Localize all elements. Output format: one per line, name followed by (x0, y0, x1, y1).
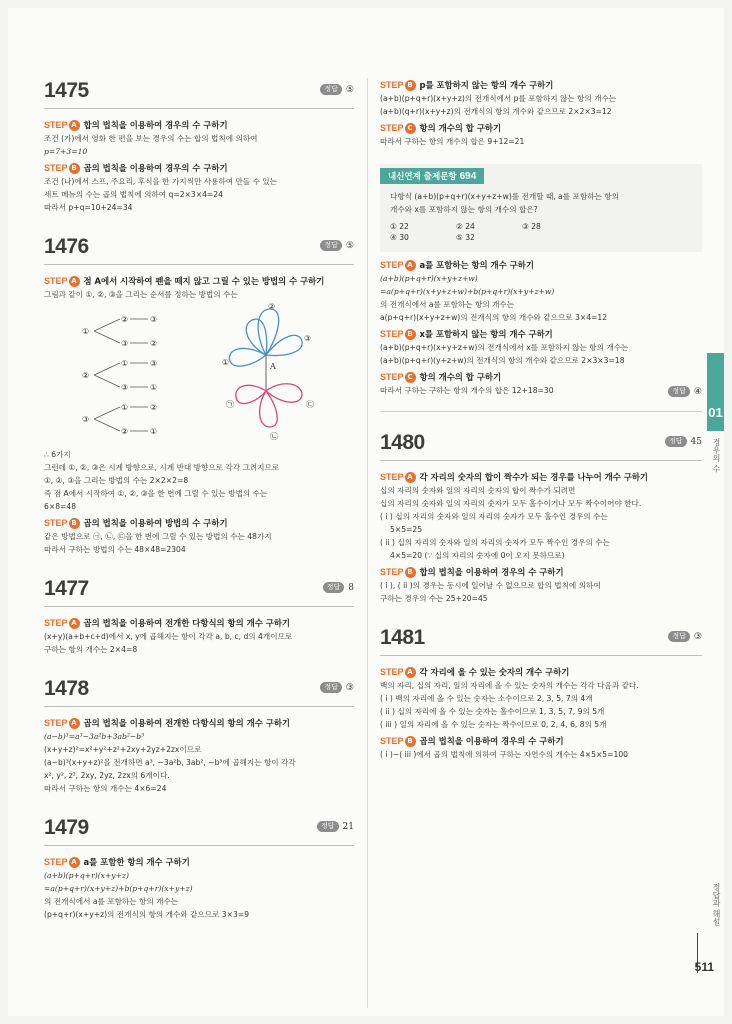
question-line: 개수와 x를 포함하지 않는 항의 개수의 합은? (390, 205, 538, 214)
step-title: a를 포함한 항의 개수 구하기 (83, 857, 190, 867)
choice: ② 24 (456, 222, 475, 231)
step-b-heading (380, 78, 702, 92)
step-a-heading (44, 274, 354, 288)
step-a-heading (44, 855, 354, 869)
solution-line: (a+b)(p+q+r)(x+y+z+w)의 전개식에서 x를 포함하지 않는 항의 개수는 (380, 343, 629, 352)
answer (320, 682, 354, 693)
step-title: 항의 개수의 합 구하기 (419, 123, 502, 133)
step-label: STEP (44, 618, 68, 628)
answer-badge: 정답 (668, 386, 690, 397)
step-b-heading (380, 565, 702, 579)
step-a-heading (44, 716, 354, 730)
solution-line: 백의 자리, 십의 자리, 일의 자리에 올 수 있는 숫자의 개수는 각각 다음과 같다. (380, 681, 639, 690)
step-letter: B (69, 163, 80, 174)
linked-problem-number: 694 (459, 171, 477, 182)
step-letter: A (69, 857, 80, 868)
solution-line: (a+b)(p+q+r)(x+y+z)의 전개식에서 p를 포함하지 않는 항의 개수는 (380, 94, 617, 103)
step-label: STEP (44, 857, 68, 867)
step-b-heading (44, 516, 354, 530)
tree-node: ② (150, 403, 158, 412)
tree-node: ③ (121, 339, 129, 348)
problem-number: 1477 (44, 577, 89, 600)
tree-root: ② (82, 371, 90, 380)
solution-line: 구하는 경우의 수는 25+20=45 (380, 594, 488, 603)
answer-choices (390, 222, 692, 242)
step-b-heading (380, 734, 702, 748)
solution-line: p=7+3=10 (44, 147, 88, 156)
answer (317, 821, 354, 832)
step-letter: A (69, 120, 80, 131)
petal-label: ㉠ (226, 400, 234, 409)
tree-node: ② (121, 315, 129, 324)
step-label: STEP (380, 472, 404, 482)
chapter-number: 01 (708, 405, 723, 420)
step-title: 곱의 법칙을 이용하여 전개한 다항식의 항의 개수 구하기 (83, 718, 290, 728)
answer-badge: 정답 (323, 582, 345, 593)
step-title: 점 A에서 시작하여 펜을 떼지 않고 그릴 수 있는 방법의 수 구하기 (83, 276, 325, 286)
step-label: STEP (380, 567, 404, 577)
problem-number: 1481 (380, 626, 425, 649)
answer-badge: 정답 (320, 240, 342, 251)
answer (323, 582, 354, 593)
tree-node: ② (150, 339, 158, 348)
problem-number: 1478 (44, 677, 89, 700)
petal-label: ㉢ (306, 400, 314, 409)
solution-line: =a(p+q+r)(x+y+z)+b(p+q+r)(x+y+z) (44, 884, 193, 893)
tree-root: ① (82, 327, 90, 336)
section-label: 정답과 해설 (712, 883, 721, 926)
solution-line: 그림과 같이 ①, ②, ③을 그리는 순서를 정하는 방법의 수는 (44, 290, 238, 299)
solution-line: 따라서 구하는 구하는 항의 개수의 합은 12+18=30 (380, 386, 554, 395)
step-label: STEP (44, 120, 68, 130)
answer-value: ⑤ (345, 240, 354, 251)
step-label: STEP (44, 518, 68, 528)
step-b-heading (44, 161, 354, 175)
page (8, 8, 724, 1016)
step-label: STEP (44, 163, 68, 173)
step-title: 곱의 법칙을 이용하여 경우의 수 구하기 (83, 163, 228, 173)
petal-label: ③ (304, 334, 312, 343)
solution-line: 따라서 p+q=10+24=34 (44, 203, 133, 212)
step-label: STEP (380, 667, 404, 677)
solution-line: 즉 점 A에서 시작하여 ①, ②, ③을 한 번에 그릴 수 있는 방법의 수는 (44, 489, 268, 498)
step-letter: B (69, 518, 80, 529)
divider (44, 264, 354, 265)
choice: ① 22 (390, 222, 409, 231)
chapter-title: 경우의 수 (712, 438, 721, 473)
step-label: STEP (380, 80, 404, 90)
step-letter: A (405, 667, 416, 678)
problem-1476 (44, 234, 354, 556)
answer-value: 8 (348, 582, 354, 593)
solution-line: 6×8=48 (44, 502, 77, 511)
step-title: 곱의 법칙을 이용하여 방법의 수 구하기 (83, 518, 228, 528)
solution-line: 따라서 구하는 방법의 수는 48×48=2304 (44, 545, 186, 554)
solution-line: ( i ) 백의 자리에 올 수 있는 숫자는 소수이므로 2, 3, 5, 7의 4개 (380, 694, 593, 703)
choice: ④ 30 (390, 233, 409, 242)
petal-2 (258, 309, 279, 355)
solution-line: 조건 (가)에서 영화 한 편을 보는 경우의 수는 합의 법칙에 의하여 (44, 134, 258, 143)
question-line: 다항식 (a+b)(p+q+r)(x+y+z+w)를 전개할 때, a를 포함하는 항의 (390, 192, 619, 201)
petal-label: ② (268, 303, 276, 311)
solution-line: (x+y+z)²=x²+y²+z²+2xy+2yz+2zx이므로 (44, 745, 202, 754)
step-letter: A (405, 260, 416, 271)
step-title: 곱의 법칙을 이용하여 경우의 수 구하기 (419, 736, 564, 746)
problem-1481 (380, 625, 702, 761)
solution-line: ( iii ) 일의 자리에 올 수 있는 숫자는 짝수이므로 0, 2, 4, 6, 8의 5개 (380, 720, 607, 729)
solution-line: ( i )~( iii )에서 곱의 법칙에 의하여 구하는 자연수의 개수는 4×5×5=100 (380, 750, 628, 759)
column-divider (367, 78, 368, 1008)
step-title: 합의 법칙을 이용하여 경우의 수 구하기 (419, 567, 564, 577)
answer-value: 21 (342, 821, 354, 832)
step-a-heading (380, 258, 702, 272)
step-title: a를 포함하는 항의 개수 구하기 (419, 260, 534, 270)
solution-line: 5×5=25 (390, 525, 423, 534)
solution-line: 조건 (나)에서 스프, 주요리, 후식을 한 가지씩만 사용하여 만들 수 있는 (44, 177, 277, 186)
answer-badge: 정답 (317, 821, 339, 832)
problem-1480 (380, 430, 702, 605)
petal-label: ㉡ (270, 432, 278, 441)
answer-value: ④ (693, 386, 702, 397)
chapter-tab (707, 353, 724, 431)
point-a-label: A (270, 362, 276, 371)
solution-line: 십의 자리의 숫자와 일의 자리의 숫자의 합이 짝수가 되려면 (380, 486, 576, 495)
step-title: 각 자리에 올 수 있는 숫자의 개수 구하기 (419, 667, 570, 677)
divider (44, 108, 354, 109)
step-title: 합의 법칙을 이용하여 경우의 수 구하기 (83, 120, 228, 130)
problem-1479 (44, 815, 354, 921)
step-a-heading (44, 616, 354, 630)
divider (44, 845, 354, 846)
solution-line: ( ii ) 십의 자리의 숫자와 일의 자리의 숫자가 모두 짝수인 경우의 수는 (380, 538, 610, 547)
step-c-heading (380, 121, 702, 135)
step-label: STEP (44, 276, 68, 286)
choice: ③ 28 (522, 222, 541, 231)
step-letter: A (69, 718, 80, 729)
step-c-heading (380, 370, 702, 384)
petal-label: ① (222, 358, 230, 367)
step-letter: B (405, 736, 416, 747)
step-a-heading (380, 665, 702, 679)
tree-node: ① (150, 383, 158, 392)
solution-line: ①, ②, ③을 그리는 방법의 수는 2×2×2=8 (44, 476, 189, 485)
linked-problem-header (380, 168, 484, 184)
step-title: 곱의 법칙을 이용하여 전개한 다항식의 항의 개수 구하기 (83, 618, 290, 628)
solution-line: (a−b)³=a³−3a²b+3ab²−b³ (44, 732, 145, 741)
section-divider (380, 411, 702, 412)
problem-1477 (44, 576, 354, 656)
problem-number: 1479 (44, 816, 89, 839)
step-label: STEP (380, 329, 404, 339)
divider (380, 655, 702, 656)
divider (44, 706, 354, 707)
answer-badge: 정답 (320, 682, 342, 693)
answer-value: ③ (693, 631, 702, 642)
answer (320, 240, 354, 251)
solution-line: (a+b)(p+q+r)(x+y+z) (44, 871, 129, 880)
left-column (44, 78, 354, 921)
problem-number: 1480 (380, 431, 425, 454)
answer-badge: 정답 (665, 436, 687, 447)
step-letter: C (405, 372, 416, 383)
solution-line: (p+q+r)(x+y+z)의 전개식의 항의 개수와 같으므로 3×3=9 (44, 910, 250, 919)
solution-line: x², y², z², 2xy, 2yz, 2zx의 6개이다. (44, 771, 170, 780)
step-letter: C (405, 123, 416, 134)
step-label: STEP (380, 260, 404, 270)
answer (665, 436, 702, 447)
solution-line: (x+y)(a+b+c+d)에서 x, y에 곱해지는 항이 각각 a, b, c, d의 4개이므로 (44, 632, 293, 641)
answer-badge: 정답 (320, 84, 342, 95)
divider (44, 606, 354, 607)
solution-line: a(p+q+r)(x+y+z+w)의 전개식의 항의 개수와 같으므로 3×4=12 (380, 313, 608, 322)
answer (668, 631, 702, 642)
answer (668, 386, 702, 397)
step-letter: B (405, 567, 416, 578)
solution-line: 따라서 구하는 항의 개수의 합은 9+12=21 (380, 137, 525, 146)
solution-line: ( i ) 십의 자리의 숫자와 일의 자리의 숫자가 모두 홀수인 경우의 수는 (380, 512, 608, 521)
step-title: p를 포함하지 않는 항의 개수 구하기 (419, 80, 554, 90)
step-letter: A (69, 618, 80, 629)
step-a-heading (44, 118, 354, 132)
solution-line: ( ii ) 십의 자리에 올 수 있는 숫자는 홀수이므로 1, 3, 5, 7, 9의 5개 (380, 707, 605, 716)
step-label: STEP (380, 736, 404, 746)
answer (320, 84, 354, 95)
page-number: 511 (694, 960, 714, 974)
solution-line: 그런데 ①, ②, ③은 시계 방향으로, 시계 반대 방향으로 각각 그려지므로 (44, 463, 280, 472)
problem-number: 1476 (44, 235, 89, 258)
step-letter: A (69, 276, 80, 287)
step-label: STEP (380, 123, 404, 133)
solution-line: 따라서 구하는 항의 개수는 4×6=24 (44, 784, 167, 793)
tree-root: ③ (82, 415, 90, 424)
problem-1479-continued (380, 78, 702, 148)
answer-value: 45 (690, 436, 702, 447)
tree-node: ③ (150, 315, 158, 324)
solution-line: ( i ), ( ii )의 경우는 동시에 일어날 수 없으므로 합의 법칙에 의하여 (380, 581, 601, 590)
problem-1475 (44, 78, 354, 214)
step-letter: B (405, 329, 416, 340)
linked-solution (380, 258, 702, 397)
solution-line: 의 전개식에서 a를 포함하는 항의 개수는 (380, 300, 515, 309)
divider (380, 460, 702, 461)
tree-node: ② (121, 427, 129, 436)
solution-line: 같은 방법으로 ㉠, ㉡, ㉢을 한 번에 그릴 수 있는 방법의 수는 48가지 (44, 532, 272, 541)
linked-problem-box (380, 164, 702, 252)
problem-number: 1475 (44, 79, 89, 102)
tree-node: ① (121, 403, 129, 412)
solution-line: ∴ 6가지 (44, 450, 71, 459)
step-title: 각 자리의 숫자의 합이 짝수가 되는 경우를 나누어 개수 구하기 (419, 472, 649, 482)
tree-and-flower-figure (44, 303, 354, 448)
tree-node: ③ (150, 359, 158, 368)
tree-node: ① (121, 359, 129, 368)
solution-line: (a+b)(q+r)(x+y+z)의 전개식의 항의 개수와 같으므로 2×2×3=12 (380, 107, 612, 116)
solution-line: 세트 메뉴의 수는 곱의 법칙에 의하여 q=2×3×4=24 (44, 190, 223, 199)
linked-problem-title: 내신연계 출제문항 (388, 172, 457, 182)
tree-node: ③ (121, 383, 129, 392)
solution-line: (a+b)(p+q+r)(y+z+w)의 전개식의 항의 개수와 같으므로 2×3×3=18 (380, 356, 625, 365)
solution-line: 4×5=20 (∵ 십의 자리의 숫자에 0이 오지 못하므로) (390, 551, 565, 560)
answer-value: ③ (345, 682, 354, 693)
solution-line: 구하는 항의 개수는 2×4=8 (44, 645, 138, 654)
answer-badge: 정답 (668, 631, 690, 642)
step-b-heading (380, 327, 702, 341)
step-title: 항의 개수의 합 구하기 (419, 372, 502, 382)
step-title: x를 포함하지 않는 항의 개수 구하기 (419, 329, 553, 339)
solution-line: 의 전개식에서 a를 포함하는 항의 개수는 (44, 897, 179, 906)
solution-line: 십의 자리의 숫자와 일의 자리의 숫자가 모두 홀수이거나 모두 짝수이어야 한다. (380, 499, 642, 508)
tree-diagram (44, 303, 344, 448)
solution-line: (a+b)(p+q+r)(x+y+z+w) (380, 274, 478, 283)
flower-figure (229, 309, 302, 427)
step-a-heading (380, 470, 702, 484)
step-label: STEP (380, 372, 404, 382)
answer-value: ⑤ (345, 84, 354, 95)
step-letter: B (405, 80, 416, 91)
choice: ⑤ 32 (456, 233, 475, 242)
right-column (380, 78, 702, 761)
problem-1478 (44, 676, 354, 795)
tree-node: ① (150, 427, 158, 436)
solution-line: (a−b)³(x+y+z)²을 전개하면 a³, −3a²b, 3ab², −b³에 곱해지는 항이 각각 (44, 758, 296, 767)
solution-line: =a(p+q+r)(x+y+z+w)+b(p+q+r)(x+y+z+w) (380, 287, 555, 296)
step-letter: A (405, 472, 416, 483)
step-label: STEP (44, 718, 68, 728)
